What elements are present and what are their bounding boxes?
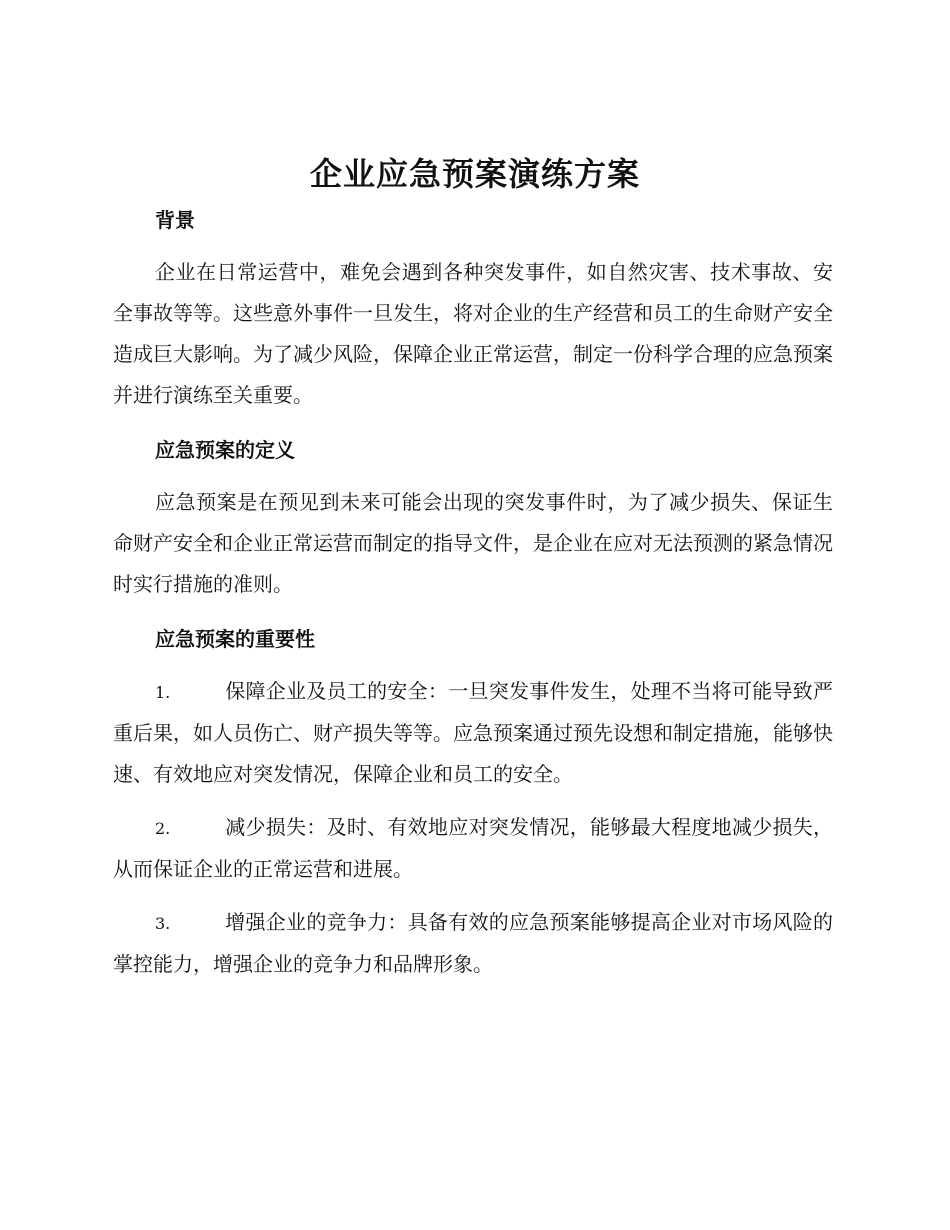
document-body <box>113 200 833 985</box>
list-item <box>113 807 833 890</box>
list-item-text: 减少损失：及时、有效地应对突发情况，能够最大程度地减少损失，从而保证企业的正常运营和进展。 <box>113 815 833 881</box>
list-item-number: 2. <box>155 819 171 838</box>
list-item <box>113 671 833 795</box>
section-heading-definition: 应急预案的定义 <box>155 438 295 462</box>
background-paragraph: 企业在日常运营中，难免会遇到各种突发事件，如自然灾害、技术事故、安全事故等等。这些意外事件一旦发生，将对企业的生产经营和员工的生命财产安全造成巨大影响。为了减少风险，保障企业正常运营，制定一份科学合理的应急预案并进行演练至关重要。 <box>113 260 833 407</box>
section-heading-background: 背景 <box>155 208 195 232</box>
definition-paragraph: 应急预案是在预见到未来可能会出现的突发事件时，为了减少损失、保证生命财产安全和企业正常运营而制定的指导文件，是企业在应对无法预测的紧急情况时实行措施的准则。 <box>113 490 833 596</box>
list-item-text: 增强企业的竞争力：具备有效的应急预案能够提高企业对市场风险的掌控能力，增强企业的竞争力和品牌形象。 <box>113 910 833 976</box>
page-title: 企业应急预案演练方案 <box>309 155 640 193</box>
list-item-number: 3. <box>155 914 171 933</box>
list-item <box>113 902 833 985</box>
section-heading-importance: 应急预案的重要性 <box>155 627 315 651</box>
list-item-number: 1. <box>155 683 171 702</box>
list-item-text: 保障企业及员工的安全：一旦突发事件发生，处理不当将可能导致严重后果，如人员伤亡、财产损失等等。应急预案通过预先设想和制定措施，能够快速、有效地应对突发情况，保障企业和员工的安全。 <box>113 679 833 786</box>
